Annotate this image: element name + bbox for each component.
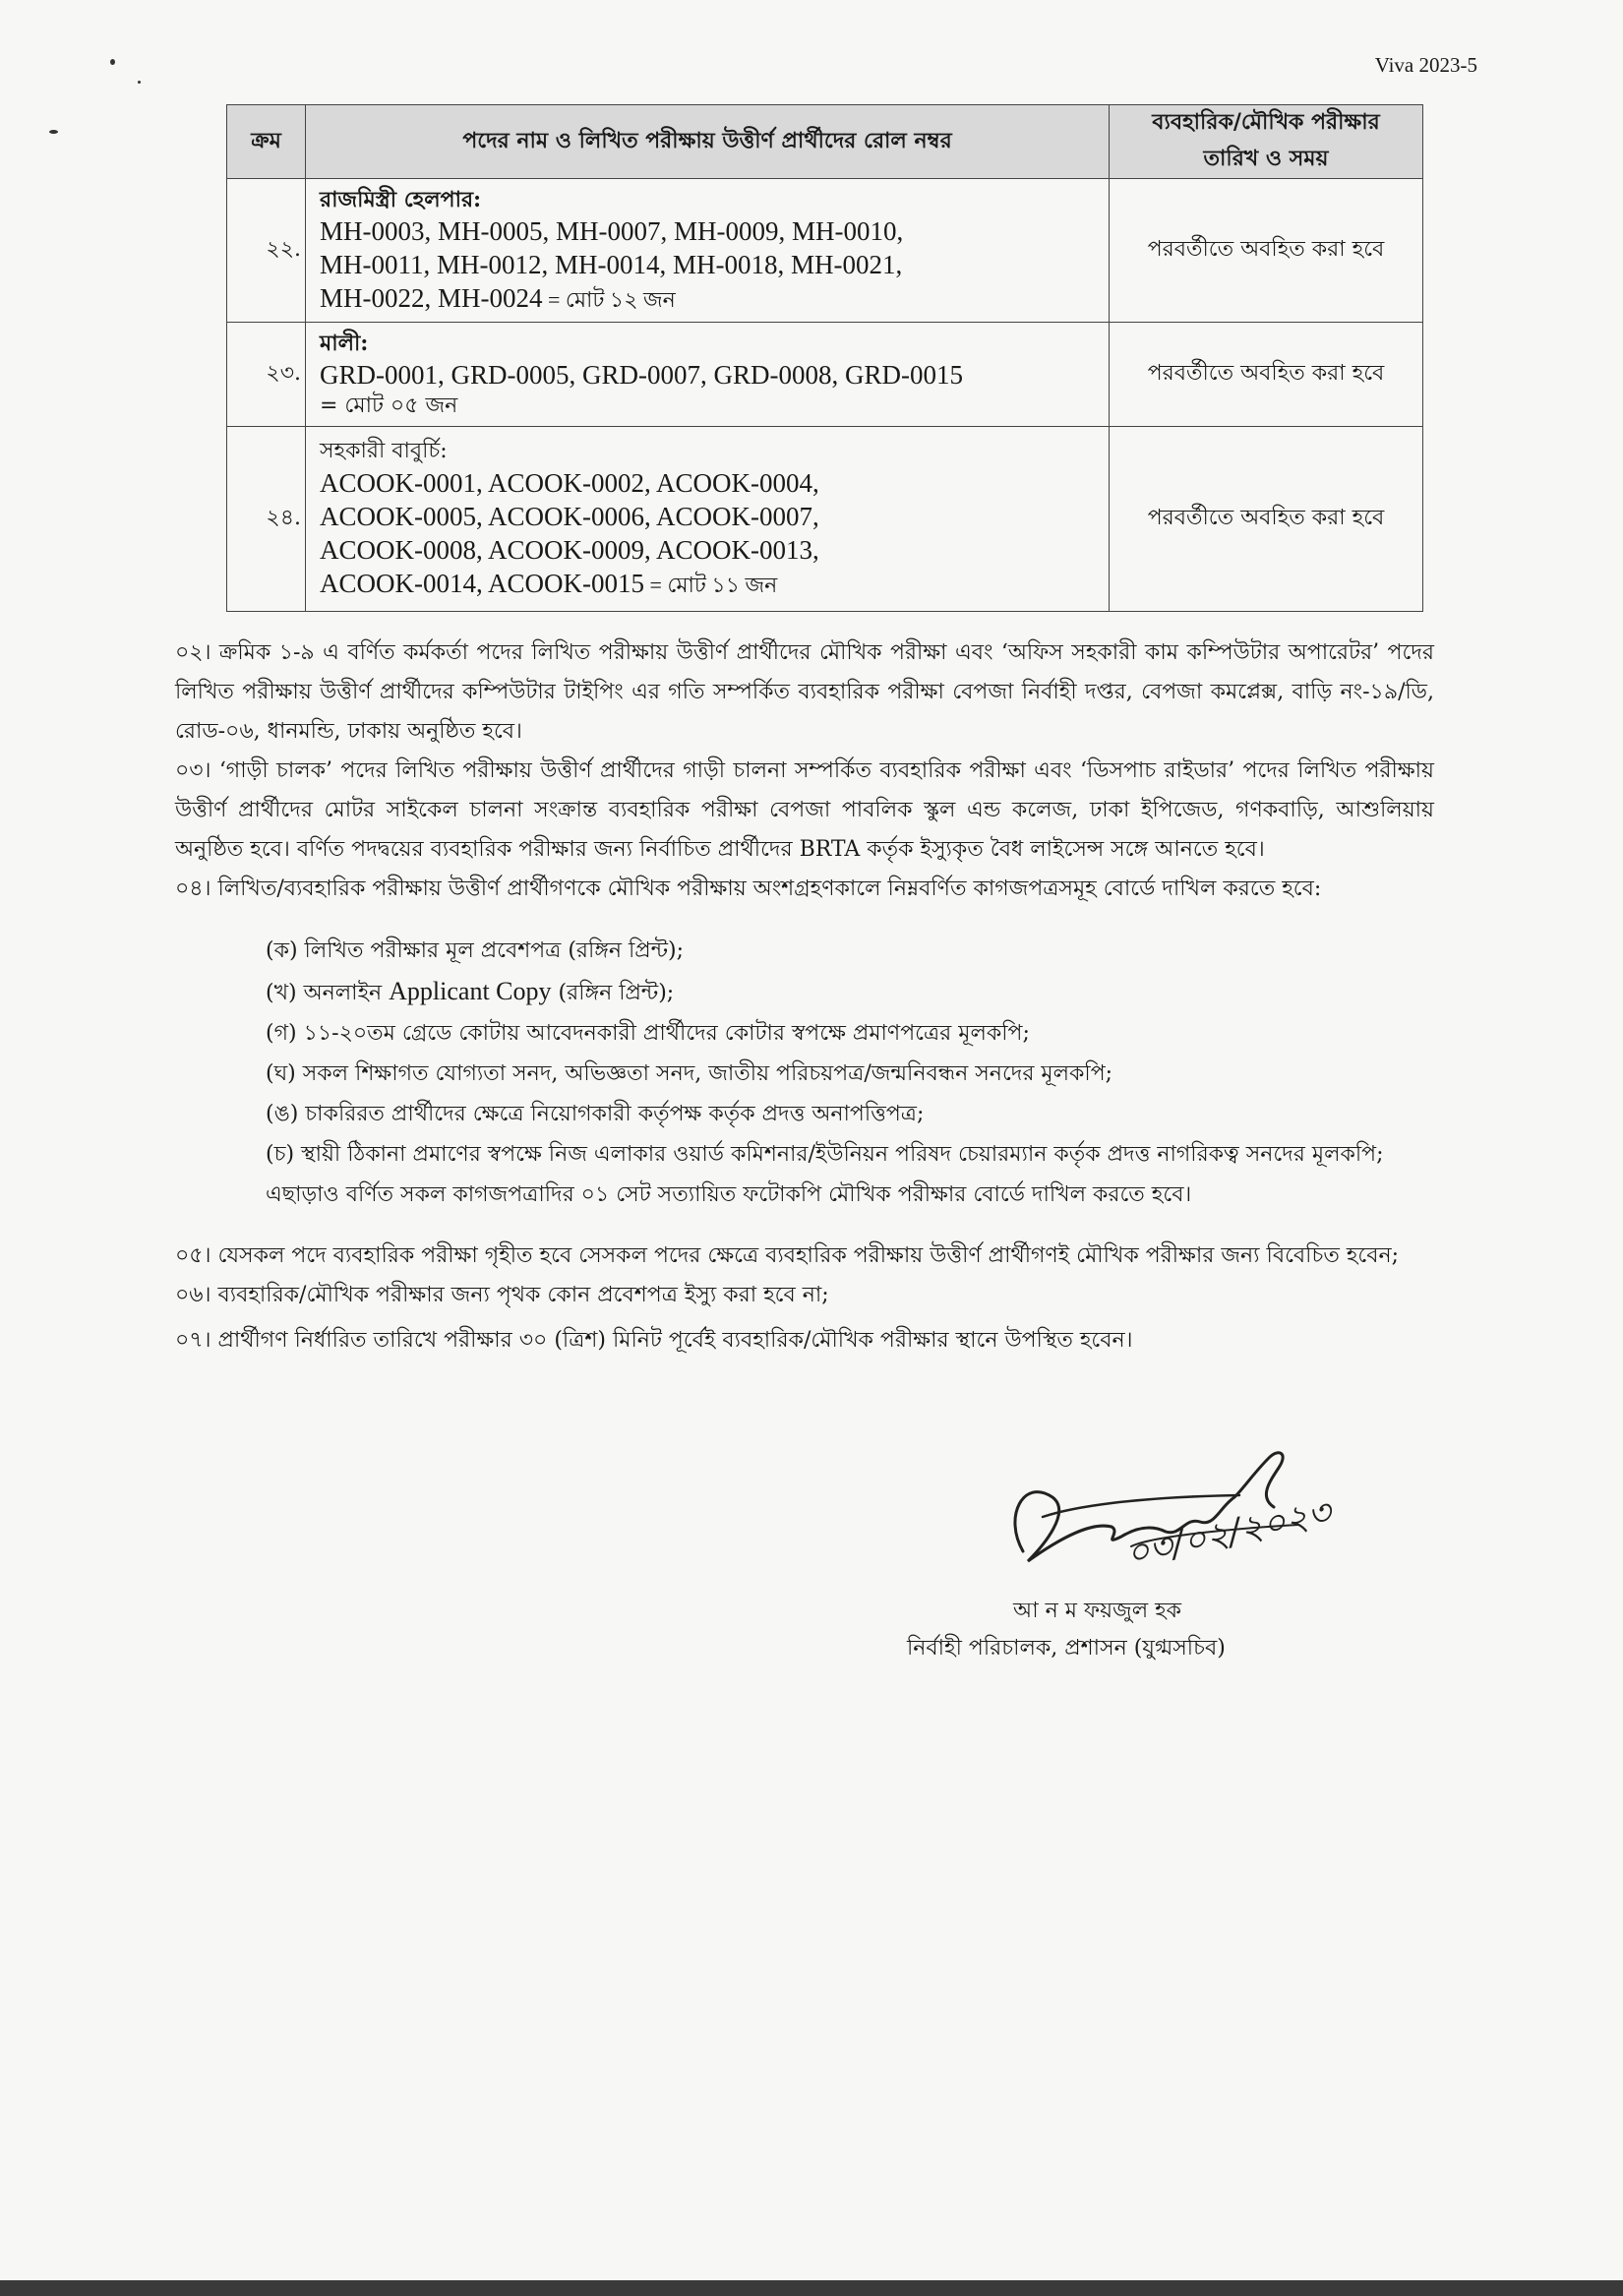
scan-speck — [49, 130, 58, 134]
document-item-kha-suffix: (রঙ্গিন প্রিন্ট); — [551, 981, 675, 1005]
row-post-cell — [306, 323, 1110, 427]
scan-bottom-edge — [0, 2280, 1623, 2296]
roll-line: GRD-0001, GRD-0005, GRD-0007, GRD-0008, GRD-0015 — [320, 359, 963, 390]
roll-line: ACOOK-0001, ACOOK-0002, ACOOK-0004, — [320, 467, 819, 498]
post-title: সহকারী বাবুর্চি: — [320, 438, 448, 463]
row-schedule: পরবর্তীতে অবহিত করা হবে — [1110, 179, 1423, 323]
roll-line: ACOOK-0014, ACOOK-0015 — [320, 568, 644, 598]
table-header-row — [227, 105, 1423, 179]
row-serial: ২৪. — [227, 427, 306, 612]
note-03: ০৩। ‘গাড়ী চালক’ পদের লিখিত পরীক্ষায় উত্তীর্ণ প্রার্থীদের গাড়ী চালনা সম্পর্কিত ব্যবহারিক পরীক্ষা এবং ‘ডিসপাচ রাইডার’ পদের লিখিত পরীক্ষায় উত্তীর্ণ প্রার্থীদের মোটর সাইকেল চালনা সংক্রান্ত ব্যবহারিক পরীক্ষা বেপজা পাবলিক স্কুল এন্ড কলেজ, ঢাকা ইপিজেড, গণকবাড়ি, আশুলিয়ায় অনুষ্ঠিত হবে। বর্ণিত পদদ্বয়ের ব্যবহারিক পরীক্ষার জন্য নির্বাচিত প্রার্থীদের BRTA কর্তৃক ইস্যুকৃত বৈধ লাইসেন্স সঙ্গে আনতে হবে। — [175, 758, 1434, 862]
scan-speck — [110, 59, 115, 65]
header-schedule-line2: তারিখ ও সময় — [1203, 146, 1329, 171]
document-item-gha: (ঘ) সকল শিক্ষাগত যোগ্যতা সনদ, অভিজ্ঞতা সনদ, জাতীয় পরিচয়পত্র/জন্মনিবন্ধন সনদের মূলকপি; — [266, 1061, 1113, 1086]
note-02: ০২। ক্রমিক ১-৯ এ বর্ণিত কর্মকর্তা পদের লিখিত পরীক্ষায় উত্তীর্ণ প্রার্থীদের মৌখিক পরীক্ষা এবং ‘অফিস সহকারী কাম কম্পিউটার অপারেটর’ পদের লিখিত পরীক্ষায় উত্তীর্ণ প্রার্থীদের কম্পিউটার টাইপিং এর গতি সম্পর্কিত ব্যবহারিক পরীক্ষা বেপজা নির্বাহী দপ্তর, বেপজা কমপ্লেক্স, বাড়ি নং-১৯/ডি, রোড-০৬, ধানমন্ডি, ঢাকায় অনুষ্ঠিত হবে। — [175, 640, 1434, 744]
document-extra-note: এছাড়াও বর্ণিত সকল কাগজপত্রাদির ০১ সেট সত্যায়িত ফটোকপি মৌখিক পরীক্ষার বোর্ডে দাখিল করতে হবে। — [266, 1182, 1192, 1207]
row-serial: ২২. — [227, 179, 306, 323]
row-serial: ২৩. — [227, 323, 306, 427]
signature-block — [907, 1438, 1357, 1674]
roll-line: MH-0011, MH-0012, MH-0014, MH-0018, MH-0021, — [320, 249, 903, 279]
header-serial: ক্রম — [227, 105, 306, 179]
signature-date: ০৩/০২/২০২৩ — [1122, 1491, 1335, 1575]
roll-line: ACOOK-0005, ACOOK-0006, ACOOK-0007, — [320, 501, 819, 531]
document-item-kha — [266, 971, 1434, 1013]
document-item-ka: (ক) লিখিত পরীক্ষার মূল প্রবেশপত্র (রঙ্গিন প্রিন্ট); — [266, 938, 685, 963]
row-post-cell — [306, 179, 1110, 323]
result-table — [226, 104, 1423, 612]
post-title: রাজমিস্ত্রী হেলপার: — [320, 186, 482, 212]
document-item-uma: (ঙ) চাকরিরত প্রার্থীদের ক্ষেত্রে নিয়োগকারী কর্তৃপক্ষ কর্তৃক প্রদত্ত অনাপত্তিপত্র; — [266, 1102, 925, 1126]
signer-designation: নির্বাহী পরিচালক, প্রশাসন (যুগ্মসচিব) — [907, 1636, 1226, 1661]
table-row — [227, 323, 1423, 427]
header-schedule-line1: ব্যবহারিক/মৌখিক পরীক্ষার — [1152, 109, 1380, 135]
page-id: Viva 2023-5 — [1374, 53, 1477, 77]
required-documents-list — [266, 931, 1434, 1215]
table-row — [227, 179, 1423, 323]
row-total: = মোট ১১ জন — [644, 572, 778, 597]
row-schedule: পরবর্তীতে অবহিত করা হবে — [1110, 427, 1423, 612]
note-07: ০৭। প্রার্থীগণ নির্ধারিত তারিখে পরীক্ষার ৩০ (ত্রিশ) মিনিট পূর্বেই ব্যবহারিক/মৌখিক পরীক্ষার স্থানে উপস্থিত হবেন। — [175, 1328, 1133, 1353]
applicant-copy-label: Applicant Copy — [389, 977, 552, 1005]
signer-name: আ ন ম ফয়জুল হক — [1013, 1599, 1182, 1623]
row-total: = মোট ১২ জন — [542, 286, 676, 312]
roll-line: ACOOK-0008, ACOOK-0009, ACOOK-0013, — [320, 534, 819, 565]
document-item-cha: (চ) স্থায়ী ঠিকানা প্রমাণের স্বপক্ষে নিজ এলাকার ওয়ার্ড কমিশনার/ইউনিয়ন পরিষদ চেয়ারম্যান কর্তৃক প্রদত্ত নাগরিকত্ব সনদের মূলকপি; — [266, 1142, 1384, 1167]
row-total: = মোট ০৫ জন — [320, 393, 458, 418]
header-post: পদের নাম ও লিখিত পরীক্ষায় উত্তীর্ণ প্রার্থীদের রোল নম্বর — [306, 105, 1110, 179]
note-04: ০৪। লিখিত/ব্যবহারিক পরীক্ষায় উত্তীর্ণ প্রার্থীগণকে মৌখিক পরীক্ষায় অংশগ্রহণকালে নিম্নবর্ণিত কাগজপত্রসমূহ বোর্ডে দাখিল করতে হবে: — [175, 876, 1322, 901]
roll-line: MH-0003, MH-0005, MH-0007, MH-0009, MH-0010, — [320, 215, 904, 246]
row-post-cell — [306, 427, 1110, 612]
scan-speck — [138, 81, 141, 84]
table-row — [227, 427, 1423, 612]
note-05: ০৫। যেসকল পদে ব্যবহারিক পরীক্ষা গৃহীত হবে সেসকল পদের ক্ষেত্রে ব্যবহারিক পরীক্ষায় উত্তীর্ণ প্রার্থীগণই মৌখিক পরীক্ষার জন্য বিবেচিত হবেন; — [175, 1243, 1400, 1268]
document-item-ga: (গ) ১১-২০তম গ্রেডে কোটায় আবেদনকারী প্রার্থীদের কোটার স্বপক্ষে প্রমাণপত্রের মূলকপি; — [266, 1021, 1030, 1046]
post-title: মালী: — [320, 330, 369, 356]
document-item-kha-prefix: (খ) অনলাইন — [266, 981, 390, 1005]
roll-line: MH-0022, MH-0024 — [320, 282, 543, 313]
row-schedule: পরবর্তীতে অবহিত করা হবে — [1110, 323, 1423, 427]
header-schedule — [1110, 105, 1423, 179]
note-06: ০৬। ব্যবহারিক/মৌখিক পরীক্ষার জন্য পৃথক কোন প্রবেশপত্র ইস্যু করা হবে না; — [175, 1283, 829, 1307]
notes-section — [175, 634, 1434, 1360]
